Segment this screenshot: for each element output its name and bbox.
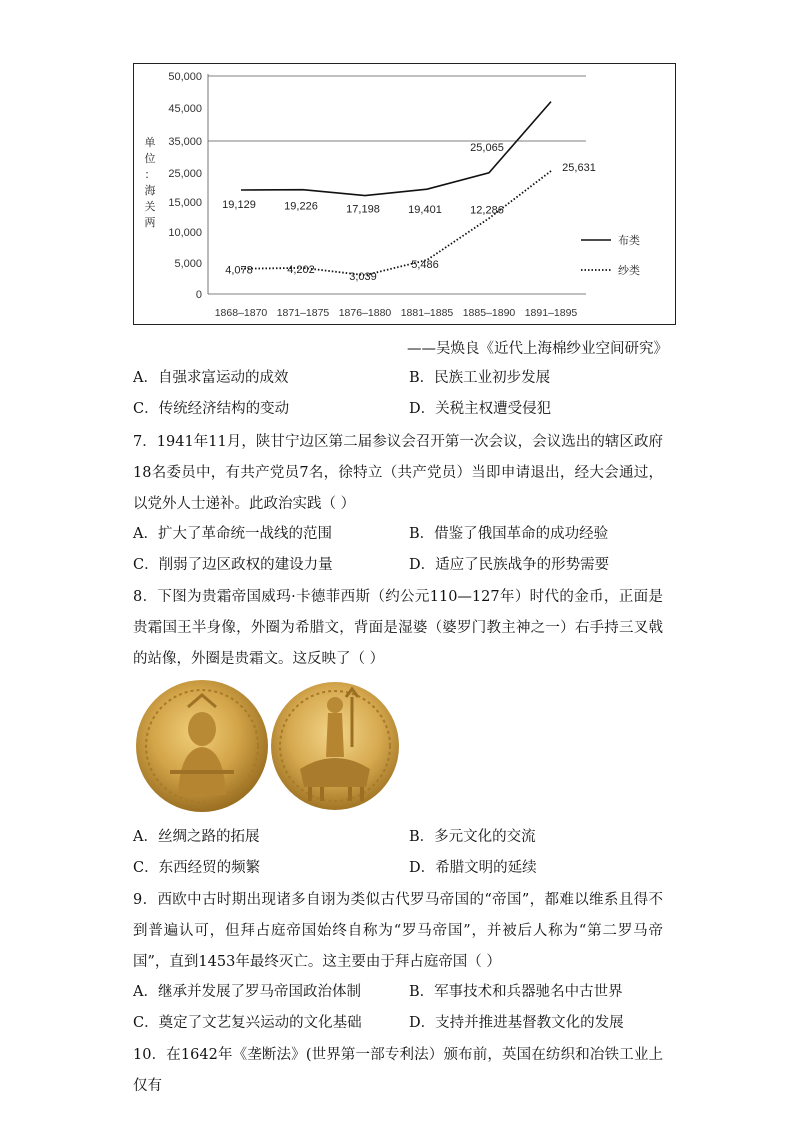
y-axis-label-char: 海 (144, 185, 156, 197)
q7-option-c: C．削弱了边区政权的建设力量 (133, 557, 333, 573)
data-label: 19,226 (284, 200, 318, 213)
q9-option-a: A．继承并发展了罗马帝国政治体制 (133, 984, 361, 1000)
y-tick-label: 10,000 (168, 227, 202, 239)
q8-option-a: A．丝绸之路的拓展 (133, 829, 260, 845)
q7-option-d: D．适应了民族战争的形势需要 (409, 557, 610, 573)
q9-option-c: C．奠定了文艺复兴运动的文化基础 (133, 1015, 362, 1031)
y-tick-label: 15,000 (168, 197, 202, 209)
series-line-yarn (241, 171, 551, 275)
y-tick-label: 5,000 (174, 258, 202, 270)
chart-source: ——吴焕良《近代上海棉纱业空间研究》 (407, 341, 668, 357)
q8-option-c: C．东西经贸的频繁 (133, 860, 261, 876)
x-tick-label: 1881–1885 (400, 307, 454, 319)
legend-label: 布类 (618, 235, 640, 247)
x-tick-label: 1885–1890 (462, 307, 516, 319)
data-label: 12,286 (470, 204, 504, 217)
y-axis-label-char: 位 (144, 153, 156, 165)
q7-option-b: B．借鉴了俄国革命的成功经验 (409, 526, 609, 542)
q7-option-a: A．扩大了革命统一战线的范围 (133, 526, 332, 542)
y-axis-label-char: 关 (144, 201, 156, 213)
coin-reverse (271, 682, 399, 810)
data-label: 25,065 (470, 141, 504, 154)
data-label: 19,401 (408, 204, 442, 217)
y-axis-label-char: ： (144, 169, 156, 181)
legend-label: 纱类 (618, 265, 640, 277)
q6-option-c: C．传统经济结构的变动 (133, 401, 290, 417)
series-line-cloth (241, 102, 551, 196)
y-tick-label: 25,000 (168, 168, 202, 180)
y-tick-label: 45,000 (168, 103, 202, 115)
x-tick-label: 1876–1880 (338, 307, 392, 319)
y-axis-label-char: 两 (144, 217, 156, 229)
q7-stem: 7．1941年11月，陕甘宁边区第二届参议会召开第一次会议，会议选出的辖区政府18名委员中，有共产党员7名，徐特立（共产党员）当即申请退出，经大会通过，以党外人士递补。此政治实践（ ） (133, 434, 663, 512)
x-tick-label: 1891–1895 (524, 307, 578, 319)
q6-option-a: A．自强求富运动的成效 (133, 370, 289, 386)
q8-option-d: D．希腊文明的延续 (409, 860, 537, 876)
q9-option-d: D．支持并推进基督教文化的发展 (409, 1015, 624, 1031)
data-label: 19,129 (222, 199, 256, 212)
line-chart-svg (134, 64, 675, 324)
data-label: 25,631 (562, 161, 596, 174)
q6-option-b: B．民族工业初步发展 (409, 370, 551, 386)
y-tick-label: 0 (195, 289, 202, 301)
q8-option-b: B．多元文化的交流 (409, 829, 536, 845)
coin-obverse (136, 680, 268, 812)
y-tick-label: 50,000 (168, 71, 202, 83)
kushan-gold-coins-image (130, 677, 412, 815)
q6-option-d: D．关税主权遭受侵犯 (409, 401, 552, 417)
x-tick-label: 1871–1875 (276, 307, 330, 319)
trade-chart (133, 63, 676, 325)
data-label: 3,039 (349, 271, 377, 284)
y-tick-label: 35,000 (168, 136, 202, 148)
data-label: 4,202 (287, 263, 315, 276)
x-tick-label: 1868–1870 (214, 307, 268, 319)
q8-stem: 8．下图为贵霜帝国威玛·卡德菲西斯（约公元110—127年）时代的金币，正面是贵霜国王半身像，外圈为希腊文，背面是湿婆（婆罗门教主神之一）右手持三叉戟的站像，外圈是贵霜文。这反映了（ ） (133, 589, 663, 667)
q10-stem: 10．在1642年《垄断法》(世界第一部专利法）颁布前，英国在纺织和冶铁工业上仅有 (133, 1047, 663, 1094)
y-axis-label-char: 单 (144, 137, 156, 149)
data-label: 17,198 (346, 203, 380, 216)
q9-option-b: B．军事技术和兵器驰名中古世界 (409, 984, 623, 1000)
q9-stem: 9．西欧中古时期出现诸多自诩为类似古代罗马帝国的“帝国”，都难以维系且得不到普遍认可，但拜占庭帝国始终自称为“罗马帝国”，并被后人称为“第二罗马帝国”，直到1453年最终灭亡。这主要由于拜占庭帝国（ ） (133, 892, 663, 970)
data-label: 5,486 (411, 258, 439, 271)
data-label: 4,078 (225, 264, 253, 277)
